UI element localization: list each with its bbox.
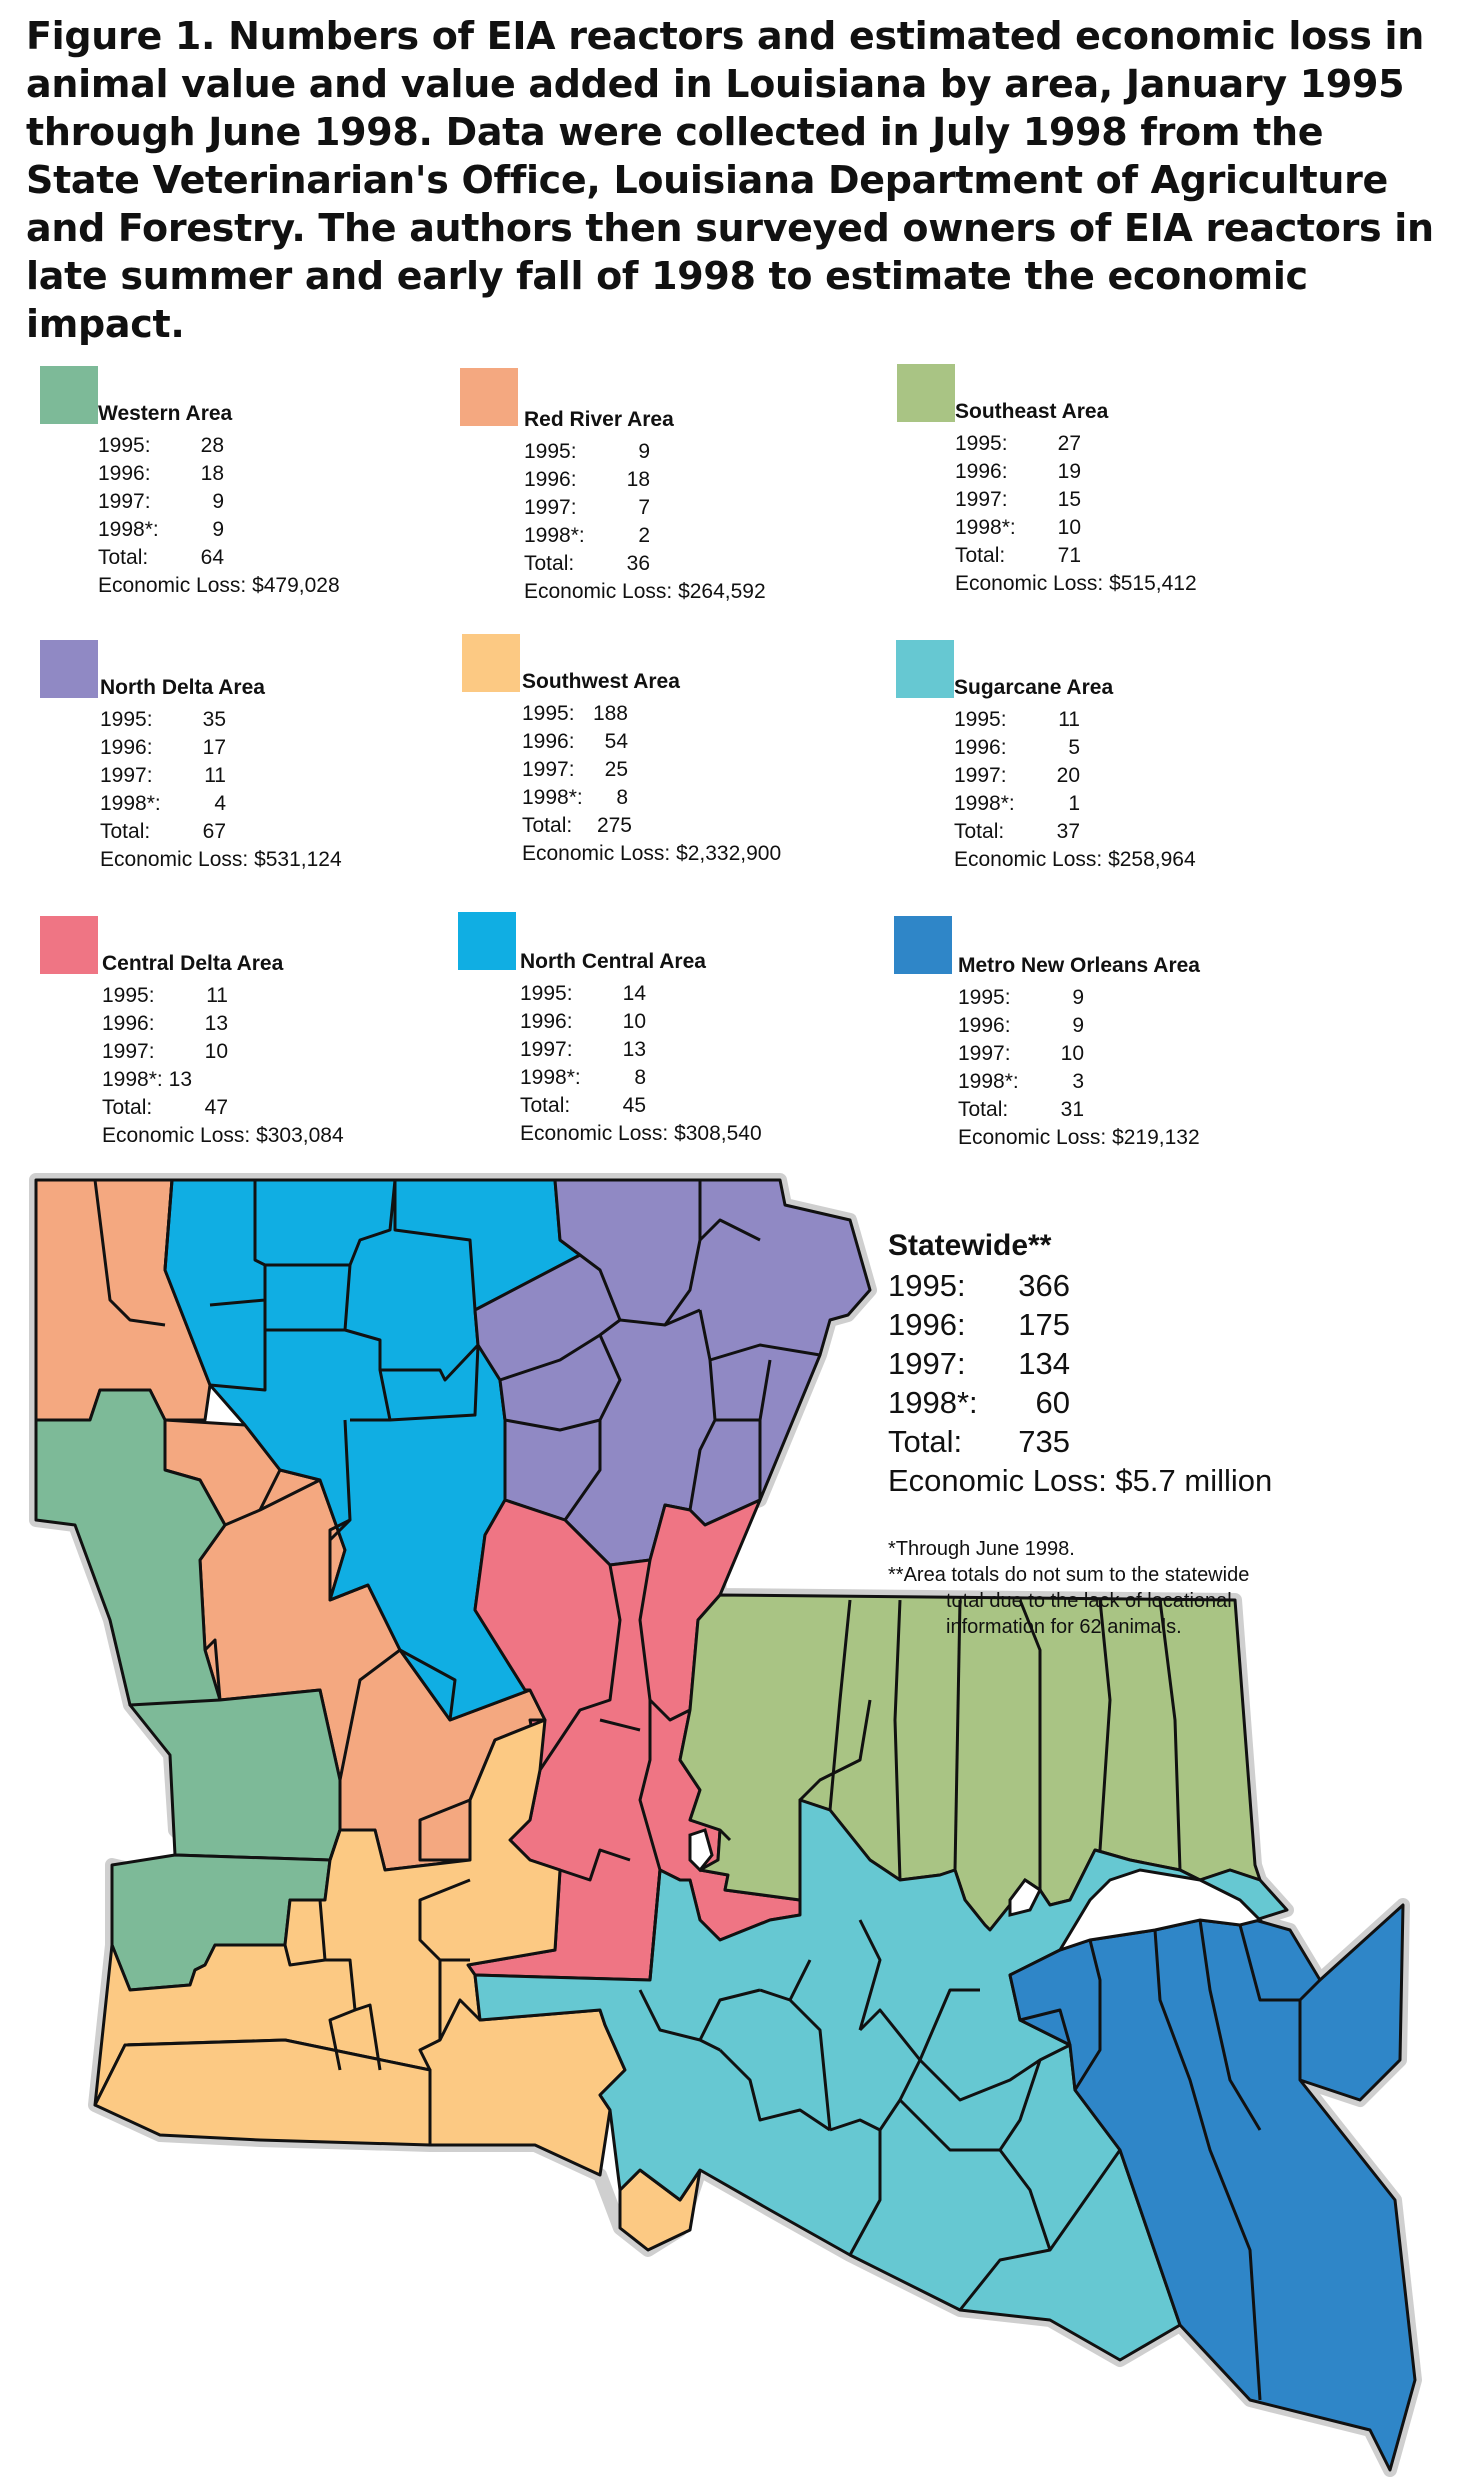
value-1996: 19 (1057, 460, 1081, 483)
value-total: 45 (622, 1094, 646, 1117)
value-1997: 11 (204, 764, 226, 787)
statewide-title: Statewide** (888, 1229, 1052, 1262)
value-1995: 188 (592, 702, 628, 725)
value-1996: 54 (604, 730, 628, 753)
economic-loss: Economic Loss: $258,964 (954, 848, 1196, 871)
label-1997: 1997: (524, 496, 577, 519)
statewide-value-1997: 134 (1018, 1346, 1070, 1381)
legend-area-name: Central Delta Area (102, 952, 284, 975)
label-1995: 1995: (98, 434, 151, 457)
value-total: 71 (1057, 544, 1081, 567)
label-1996: 1996: (524, 468, 577, 491)
label-1996: 1996: (100, 736, 153, 759)
value-total: 37 (1056, 820, 1080, 843)
label-1995: 1995: (958, 986, 1011, 1009)
figure-caption: Figure 1. Numbers of EIA reactors and estimated economic loss in animal value and value added in Louisiana by area, January 1995 through June 1998. Data were collected in July 1998 from the State Veterinarian's Office, Louisiana Department of Agriculture and Forestry. The authors then surveyed owners of EIA reactors in late summer and early fall of 1998 to estimate the economic impact. (26, 14, 1434, 346)
label-1995: 1995: (524, 440, 577, 463)
label-1996: 1996: (520, 1010, 573, 1033)
label-1995: 1995: (102, 984, 155, 1007)
label-total: Total: (958, 1098, 1009, 1121)
value-1995: 27 (1057, 432, 1081, 455)
legend-area-name: Red River Area (524, 408, 674, 431)
label-1998: 1998*: (954, 792, 1015, 815)
label-1998: 1998*: (524, 524, 585, 547)
value-1997: 9 (212, 490, 224, 513)
value-1995: 35 (202, 708, 226, 731)
label-1997: 1997: (954, 764, 1007, 787)
legend-area-name: Southeast Area (955, 400, 1109, 423)
value-1998: 3 (1072, 1070, 1084, 1093)
value-1997: 15 (1057, 488, 1081, 511)
value-total: 67 (202, 820, 226, 843)
label-total: Total: (954, 820, 1005, 843)
label-1996: 1996: (958, 1014, 1011, 1037)
label-1995: 1995: (520, 982, 573, 1005)
statewide-summary (888, 1226, 1272, 1500)
label-1998: 1998*: (102, 1068, 163, 1091)
value-total: 275 (596, 814, 632, 837)
value-1997: 25 (604, 758, 628, 781)
label-total: Total: (524, 552, 575, 575)
label-total: Total: (522, 814, 573, 837)
value-1996: 17 (202, 736, 226, 759)
label-1997: 1997: (958, 1042, 1011, 1065)
value-1997: 7 (638, 496, 650, 519)
footnote-area-totals: **Area totals do not sum to the statewide (888, 1564, 1250, 1586)
value-1995: 9 (1072, 986, 1084, 1009)
value-1998: 8 (634, 1066, 646, 1089)
legend-area-name: Sugarcane Area (954, 676, 1114, 699)
legend-area-name: North Central Area (520, 950, 706, 973)
footnote-area-totals-cont: information for 62 animals. (946, 1616, 1182, 1638)
label-1995: 1995: (955, 432, 1008, 455)
label-1996: 1996: (102, 1012, 155, 1035)
statewide-value-1995: 366 (1018, 1268, 1070, 1303)
statewide-label-total: Total: (888, 1424, 963, 1459)
statewide-value-1996: 175 (1018, 1307, 1070, 1342)
statewide-economic-loss: Economic Loss: $5.7 million (888, 1463, 1273, 1498)
value-1998: 8 (616, 786, 628, 809)
statewide-label-1998: 1998*: (888, 1385, 978, 1420)
economic-loss: Economic Loss: $264,592 (524, 580, 766, 603)
value-1998: 2 (638, 524, 650, 547)
statewide-label-1995: 1995: (888, 1268, 966, 1303)
value-total: 64 (200, 546, 224, 569)
footnote-area-totals-cont: total due to the lack of locational (946, 1590, 1232, 1612)
value-1996: 13 (204, 1012, 228, 1035)
legend-area-name: Southwest Area (522, 670, 680, 693)
label-1998: 1998*: (522, 786, 583, 809)
economic-loss: Economic Loss: $479,028 (98, 574, 340, 597)
value-1998: 4 (214, 792, 226, 815)
value-1996: 10 (622, 1010, 646, 1033)
label-1995: 1995: (100, 708, 153, 731)
statewide-value-total: 735 (1018, 1424, 1070, 1459)
value-1998: 1 (1068, 792, 1080, 815)
economic-loss: Economic Loss: $531,124 (100, 848, 342, 871)
value-1995: 11 (206, 984, 228, 1007)
economic-loss: Economic Loss: $2,332,900 (522, 842, 782, 865)
economic-loss: Economic Loss: $303,084 (102, 1124, 344, 1147)
value-1995: 14 (622, 982, 646, 1005)
label-1996: 1996: (954, 736, 1007, 759)
value-1997: 10 (1060, 1042, 1084, 1065)
label-total: Total: (102, 1096, 153, 1119)
value-1996: 18 (200, 462, 224, 485)
value-1998: 9 (212, 518, 224, 541)
value-1998: 10 (1057, 516, 1081, 539)
value-1995: 9 (638, 440, 650, 463)
value-1996: 9 (1072, 1014, 1084, 1037)
region-western (130, 1690, 340, 1860)
value-total: 31 (1060, 1098, 1084, 1121)
legend-area-name: Western Area (98, 402, 233, 425)
label-1997: 1997: (955, 488, 1008, 511)
statewide-label-1996: 1996: (888, 1307, 966, 1342)
label-1997: 1997: (520, 1038, 573, 1061)
value-1995: 28 (200, 434, 224, 457)
economic-loss: Economic Loss: $308,540 (520, 1122, 762, 1145)
value-1997: 13 (622, 1038, 646, 1061)
label-1998: 1998*: (955, 516, 1016, 539)
label-total: Total: (520, 1094, 571, 1117)
legend-area-name: Metro New Orleans Area (958, 954, 1200, 977)
value-total: 47 (204, 1096, 228, 1119)
label-1995: 1995: (522, 702, 575, 725)
label-1997: 1997: (98, 490, 151, 513)
label-1998: 1998*: (958, 1070, 1019, 1093)
footnotes (888, 1536, 1249, 1640)
label-1997: 1997: (100, 764, 153, 787)
label-1998: 1998*: (98, 518, 159, 541)
label-1995: 1995: (954, 708, 1007, 731)
value-1996: 18 (626, 468, 650, 491)
value-1997: 20 (1056, 764, 1080, 787)
label-1997: 1997: (522, 758, 575, 781)
label-1996: 1996: (955, 460, 1008, 483)
label-1996: 1996: (98, 462, 151, 485)
legend-area-name: North Delta Area (100, 676, 265, 699)
value-1996: 5 (1068, 736, 1080, 759)
value-1997: 10 (204, 1040, 228, 1063)
economic-loss: Economic Loss: $515,412 (955, 572, 1197, 595)
label-total: Total: (100, 820, 151, 843)
statewide-value-1998: 60 (1035, 1385, 1070, 1420)
footnote-through-june: *Through June 1998. (888, 1538, 1075, 1560)
label-1998: 1998*: (100, 792, 161, 815)
economic-loss: Economic Loss: $219,132 (958, 1126, 1200, 1149)
label-total: Total: (98, 546, 149, 569)
value-1998: 13 (168, 1068, 192, 1091)
value-1995: 11 (1058, 708, 1080, 731)
label-1996: 1996: (522, 730, 575, 753)
label-1998: 1998*: (520, 1066, 581, 1089)
value-total: 36 (626, 552, 650, 575)
statewide-label-1997: 1997: (888, 1346, 966, 1381)
label-total: Total: (955, 544, 1006, 567)
label-1997: 1997: (102, 1040, 155, 1063)
